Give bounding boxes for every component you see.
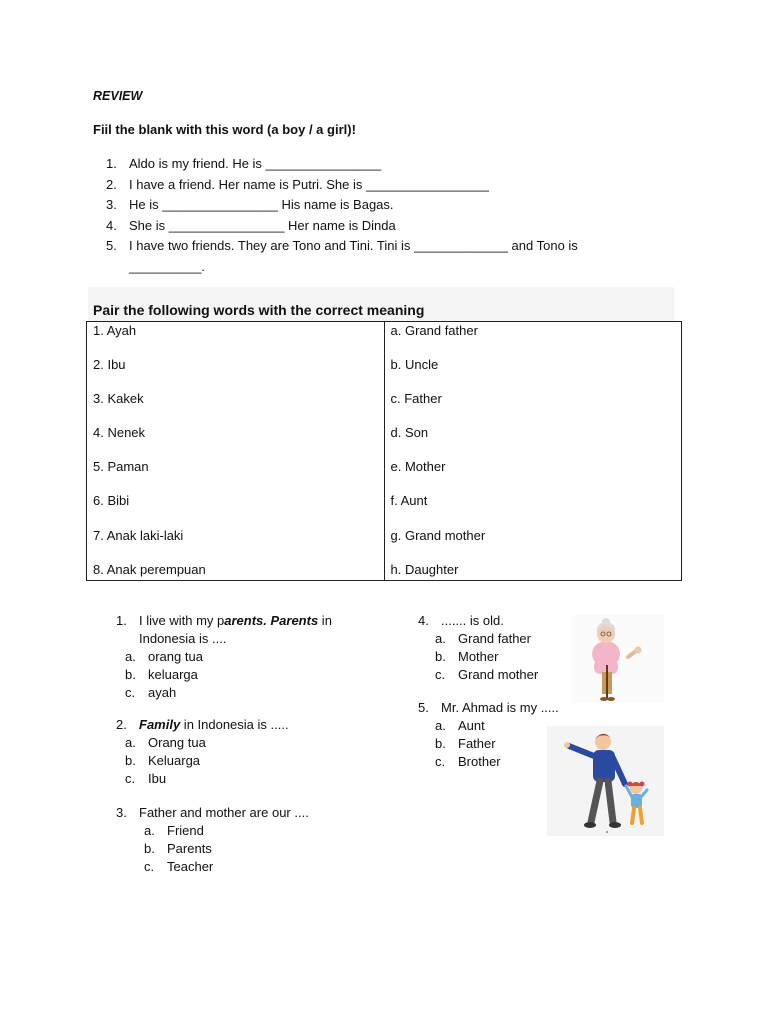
grandmother-icon [572, 615, 664, 703]
option-text: Parents [167, 841, 212, 856]
stem-emphasis: arents. Parents [224, 613, 319, 628]
stem-part: I live with my p [139, 613, 225, 628]
pair-meaning: e. Mother [390, 459, 446, 475]
fill-blank-item [106, 154, 646, 175]
pair-word: 7. Anak laki-laki [93, 527, 184, 543]
pair-meaning: f. Aunt [390, 493, 428, 509]
option-text: Teacher [167, 859, 214, 874]
fill-blank-list [106, 154, 646, 277]
father-and-child-illustration [547, 726, 664, 836]
option-letter: a. [125, 649, 136, 664]
review-heading: REVIEW [93, 89, 143, 103]
option-letter: b. [435, 649, 446, 664]
option-text: Orang tua [148, 735, 206, 750]
option [144, 858, 376, 876]
fill-blank-item [106, 195, 646, 216]
option [144, 822, 376, 840]
question-number: 1. [116, 613, 127, 628]
option-letter: a. [435, 631, 446, 646]
option-text: Aunt [458, 718, 485, 733]
option [125, 666, 376, 684]
option-letter: c. [125, 771, 136, 786]
options-list [125, 734, 376, 788]
option [144, 840, 376, 858]
option-text: keluarga [148, 667, 198, 682]
option-letter: b. [144, 841, 155, 856]
pair-word: 6. Bibi [93, 493, 130, 509]
options-list [144, 822, 376, 876]
option [125, 770, 376, 788]
pair-meaning: a. Grand father [390, 323, 478, 338]
option-letter: b. [125, 753, 136, 768]
item-text: Aldo is my friend. He is ________________ [129, 156, 382, 171]
pair-meaning: b. Uncle [390, 357, 439, 373]
english-meanings-column [384, 322, 682, 581]
pairing-table [86, 321, 682, 581]
option-text: Grand father [458, 631, 531, 646]
fill-blank-item [106, 236, 629, 277]
question-number: 5. [418, 700, 429, 715]
pairing-title: Pair the following words with the correct meaning [93, 302, 425, 318]
item-text: She is ________________ Her name is Dinda [129, 217, 396, 233]
pair-meaning: h. Daughter [390, 561, 459, 577]
question-number: 3. [116, 805, 127, 820]
option-letter: b. [125, 667, 136, 682]
option-text: Ibu [148, 771, 167, 786]
pair-word: 1. Ayah [93, 323, 137, 338]
option [125, 684, 376, 702]
option-letter: c. [435, 754, 446, 769]
question-stem: ....... is old. [441, 613, 504, 628]
option [125, 648, 376, 666]
pair-word: 3. Kakek [93, 391, 144, 407]
question-number: 4. [418, 613, 429, 628]
stem-part: in Indonesia is .... [139, 613, 332, 646]
pair-word: 2. Ibu [93, 357, 126, 373]
option-text: Mother [458, 649, 499, 664]
option-text: Friend [167, 823, 204, 838]
question-3 [116, 804, 376, 876]
item-number: 2. [106, 176, 117, 192]
option-letter: a. [144, 823, 155, 838]
option-letter: c. [144, 859, 155, 874]
pair-meaning: c. Father [390, 391, 442, 407]
option-text: Grand mother [458, 667, 539, 682]
question-stem: Mr. Ahmad is my ..... [441, 700, 559, 715]
item-number: 5. [106, 238, 117, 253]
item-text: He is ________________ His name is Bagas. [129, 197, 394, 212]
indonesian-words-column [87, 322, 385, 581]
option-letter: c. [125, 685, 136, 700]
father-child-icon [547, 726, 664, 836]
option-letter: a. [125, 735, 136, 750]
question-stem [116, 612, 376, 648]
option [435, 630, 578, 648]
option [125, 734, 376, 752]
pair-meaning: g. Grand mother [390, 527, 486, 543]
pair-meaning: d. Son [390, 425, 429, 441]
question-4 [418, 612, 578, 684]
option [435, 648, 578, 666]
pair-word: 5. Paman [93, 459, 149, 475]
item-text: I have two friends. They are Tono and Tini. Tini is _____________ and Tono is __________. [129, 238, 578, 274]
pair-word: 8. Anak perempuan [93, 561, 206, 577]
option-text: Brother [458, 754, 501, 769]
option [125, 752, 376, 770]
pair-word: 4. Nenek [93, 425, 146, 441]
option-text: Father [458, 736, 496, 751]
option-text: ayah [148, 685, 177, 700]
option-letter: b. [435, 736, 446, 751]
item-text: I have a friend. Her name is Putri. She is _________________ [129, 176, 489, 192]
options-list [125, 648, 376, 702]
question-2 [116, 716, 376, 788]
option-letter: c. [435, 667, 446, 682]
option-text: Keluarga [148, 753, 201, 768]
options-list [435, 630, 578, 684]
fill-blank-item [106, 216, 646, 237]
question-stem [116, 716, 376, 734]
stem-part: in Indonesia is ..... [180, 717, 289, 732]
question-stem: Father and mother are our .... [139, 805, 309, 820]
question-1 [116, 612, 376, 702]
fill-blank-item [106, 175, 646, 196]
option-text: orang tua [148, 649, 203, 664]
option [435, 666, 578, 684]
stem-emphasis: Family [139, 717, 181, 732]
fill-blank-instruction: Fiil the blank with this word (a boy / a girl)! [93, 122, 356, 137]
item-number: 4. [106, 217, 117, 233]
option-letter: a. [435, 718, 446, 733]
question-number: 2. [116, 717, 127, 732]
grandmother-illustration [572, 615, 664, 703]
item-number: 3. [106, 197, 117, 212]
item-number: 1. [106, 156, 117, 171]
